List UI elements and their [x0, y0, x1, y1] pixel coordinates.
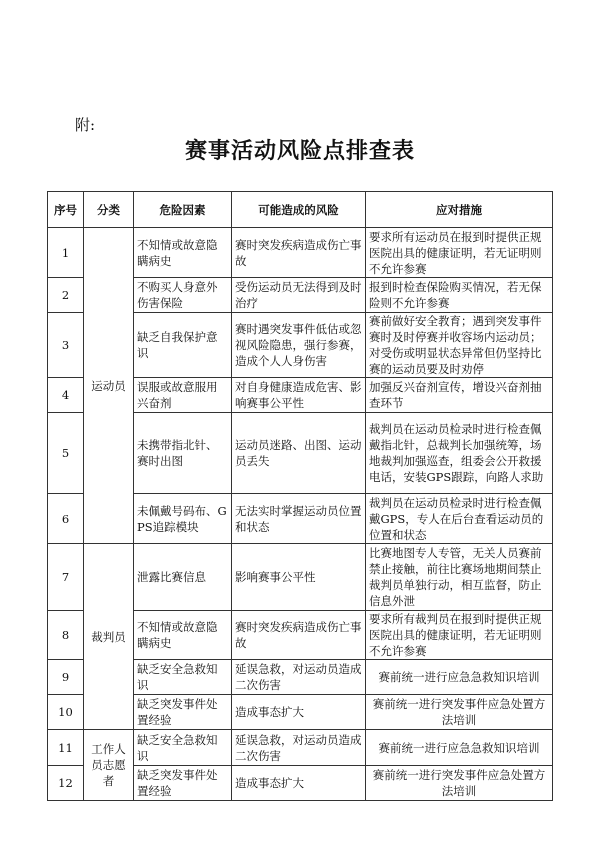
category-referee: 裁判员: [84, 544, 134, 730]
header-measure: 应对措施: [366, 192, 553, 228]
row-number: 8: [48, 611, 84, 660]
header-risk: 可能造成的风险: [232, 192, 366, 228]
row-number: 11: [48, 730, 84, 766]
possible-risk: 无法实时掌握运动员位置和状态: [232, 494, 366, 544]
row-number: 9: [48, 660, 84, 695]
possible-risk: 影响赛事公平性: [232, 544, 366, 611]
header-seq: 序号: [48, 192, 84, 228]
countermeasure: 赛前统一进行突发事件应急处置方法培训: [366, 766, 553, 801]
countermeasure: 赛前统一进行应急急救知识培训: [366, 660, 553, 695]
risk-factor: 缺乏安全急救知识: [134, 730, 232, 766]
countermeasure: 加强反兴奋剂宣传，增设兴奋剂抽查环节: [366, 378, 553, 413]
risk-factor: 误服或故意服用兴奋剂: [134, 378, 232, 413]
row-number: 1: [48, 228, 84, 278]
risk-table: [47, 191, 553, 801]
countermeasure: 比赛地图专人专管，无关人员赛前禁止接触，前往比赛场地期间禁止裁判员单独行动，相互监督，防止信息外泄: [366, 544, 553, 611]
header-category: 分类: [84, 192, 134, 228]
row-number: 4: [48, 378, 84, 413]
risk-factor: 不知情或故意隐瞒病史: [134, 228, 232, 278]
category-athlete: 运动员: [84, 228, 134, 544]
possible-risk: 赛时突发疾病造成伤亡事故: [232, 228, 366, 278]
row-number: 7: [48, 544, 84, 611]
possible-risk: 延误急救，对运动员造成二次伤害: [232, 730, 366, 766]
countermeasure: 裁判员在运动员检录时进行检查佩戴指北针，总裁判长加强统筹，场地裁判加强巡查，组委会公开救援电话，安装GPS跟踪，向路人求助: [366, 413, 553, 494]
possible-risk: 对自身健康造成危害、影响赛事公平性: [232, 378, 366, 413]
row-number: 10: [48, 695, 84, 730]
row-number: 5: [48, 413, 84, 494]
countermeasure: 要求所有裁判员在报到时提供正规医院出具的健康证明，若无证明则不允许参赛: [366, 611, 553, 660]
risk-factor: 未佩戴号码布、GPS追踪模块: [134, 494, 232, 544]
row-number: 12: [48, 766, 84, 801]
attachment-label: 附:: [75, 116, 96, 134]
countermeasure: 裁判员在运动员检录时进行检查佩戴GPS，专人在后台查看运动员的位置和状态: [366, 494, 553, 544]
risk-factor: 缺乏突发事件处置经验: [134, 695, 232, 730]
risk-factor: 泄露比赛信息: [134, 544, 232, 611]
category-staff: 工作人员志愿者: [84, 730, 134, 801]
risk-factor: 缺乏自我保护意识: [134, 313, 232, 378]
countermeasure: 要求所有运动员在报到时提供正规医院出具的健康证明，若无证明则不允许参赛: [366, 228, 553, 278]
table-row: [48, 228, 553, 278]
countermeasure: 赛前统一进行应急急救知识培训: [366, 730, 553, 766]
possible-risk: 赛时突发疾病造成伤亡事故: [232, 611, 366, 660]
risk-factor: 不知情或故意隐瞒病史: [134, 611, 232, 660]
countermeasure: 赛前做好安全教育；遇到突发事件赛时及时停赛并收容场内运动员；对受伤或明显状态异常但仍坚持比赛的运动员要及时劝停: [366, 313, 553, 378]
possible-risk: 造成事态扩大: [232, 766, 366, 801]
row-number: 3: [48, 313, 84, 378]
table-row: [48, 730, 553, 766]
table-row: [48, 544, 553, 611]
possible-risk: 赛时遇突发事件低估或忽视风险隐患，强行参赛，造成个人人身伤害: [232, 313, 366, 378]
possible-risk: 延误急救，对运动员造成二次伤害: [232, 660, 366, 695]
possible-risk: 受伤运动员无法得到及时治疗: [232, 278, 366, 313]
countermeasure: 报到时检查保险购买情况，若无保险则不允许参赛: [366, 278, 553, 313]
risk-factor: 缺乏突发事件处置经验: [134, 766, 232, 801]
risk-factor: 未携带指北针、赛时出图: [134, 413, 232, 494]
row-number: 6: [48, 494, 84, 544]
risk-factor: 缺乏安全急救知识: [134, 660, 232, 695]
possible-risk: 运动员迷路、出图、运动员丢失: [232, 413, 366, 494]
countermeasure: 赛前统一进行突发事件应急处置方法培训: [366, 695, 553, 730]
row-number: 2: [48, 278, 84, 313]
risk-factor: 不购买人身意外伤害保险: [134, 278, 232, 313]
possible-risk: 造成事态扩大: [232, 695, 366, 730]
page-title: 赛事活动风险点排查表: [184, 138, 415, 164]
table-header-row: [48, 192, 553, 228]
header-factor: 危险因素: [134, 192, 232, 228]
